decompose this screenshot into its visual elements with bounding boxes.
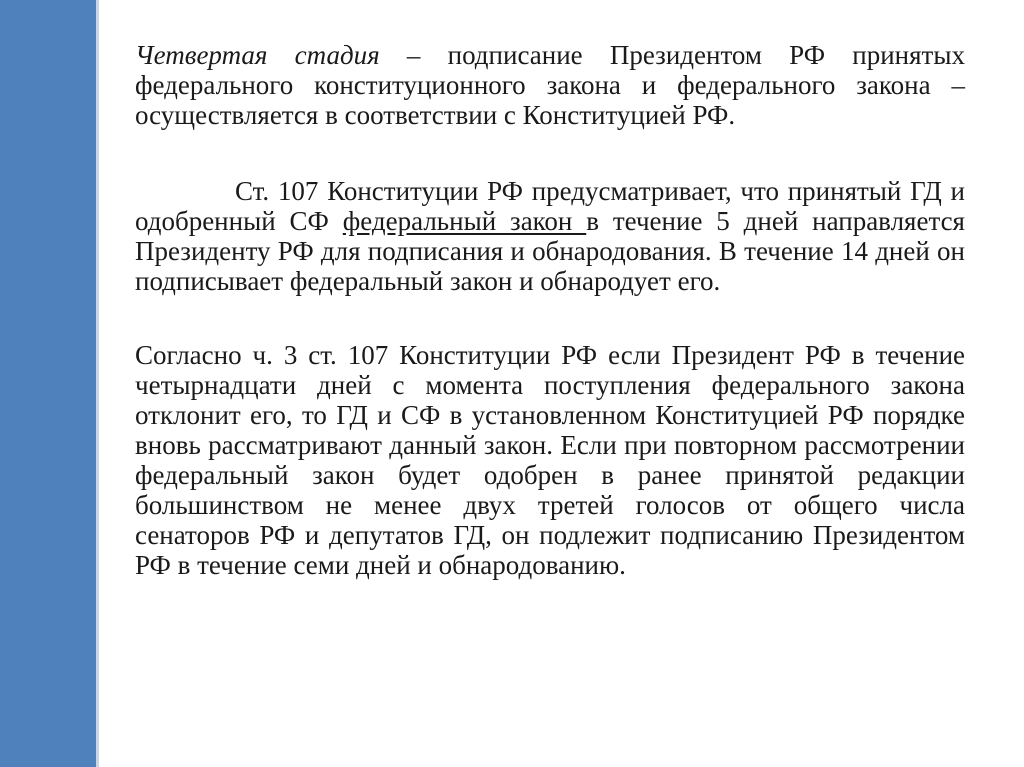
federal-law-term: федеральный закон <box>342 206 587 236</box>
fourth-stage-text: – подписание Президентом РФ принятых федерального конституционного закона и федерального закона – осуществляется в соответствии с Конституцией РФ. <box>135 40 965 130</box>
article-107-text-end: в течение 5 дней направляется Президенту РФ для подписания и обнародования. В течение 14 дней он подписывает федеральный закон и обнародует его. <box>135 206 965 296</box>
paragraph-fourth-stage <box>135 40 965 130</box>
slide-accent-bar <box>0 0 96 767</box>
article-107-text-start: Ст. 107 Конституции РФ предусматривает, что принятый ГД и одобренный СФ <box>135 176 965 236</box>
slide-body <box>135 40 965 580</box>
paragraph-article-107 <box>135 176 965 296</box>
slide-accent-bar-edge <box>96 0 99 767</box>
fourth-stage-heading: Четвертая стадия <box>135 40 380 70</box>
paragraph-article-107-part-3 <box>135 340 965 580</box>
article-107-part-3-text: Согласно ч. 3 ст. 107 Конституции РФ если Президент РФ в течение четырнадцати дней с момента поступления федерального закона отклонит его, то ГД и СФ в установленном Конституцией РФ порядке вновь рассматривают данный закон. Если при повторном рассмотрении федеральный закон будет одобрен в ранее принятой редакции большинством не менее двух третей голосов от общего числа сенаторов РФ и депутатов ГД, он подлежит подписанию Президентом РФ в течение семи дней и обнародованию. <box>135 340 965 580</box>
